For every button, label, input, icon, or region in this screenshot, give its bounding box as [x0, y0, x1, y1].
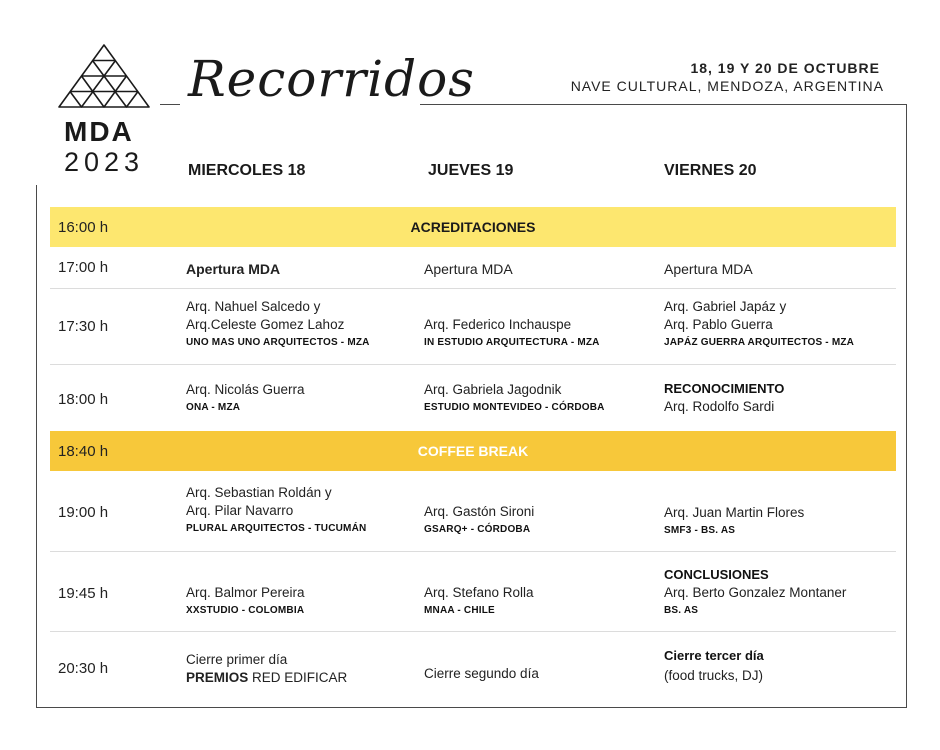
session-cell: Cierre segundo día: [424, 666, 539, 681]
logo-year: 2023: [64, 147, 145, 177]
time-label: 19:45 h: [58, 585, 109, 602]
time-label: 17:30 h: [58, 318, 109, 335]
acreditaciones-band: [50, 207, 896, 247]
band-label: ACREDITACIONES: [410, 219, 536, 235]
session-cell: Arq. Gabriela Jagodnik ESTUDIO MONTEVIDEO - CÓRDOBA: [424, 382, 605, 413]
session-cell: Cierre tercer día (food trucks, DJ): [664, 648, 764, 683]
row-divider: [50, 288, 896, 289]
time-label: 18:00 h: [58, 391, 109, 408]
band-label: COFFEE BREAK: [417, 443, 529, 459]
event-venue: NAVE CULTURAL, MENDOZA, ARGENTINA: [570, 78, 884, 94]
session-cell: Arq. Gastón Sironi GSARQ+ - CÓRDOBA: [424, 504, 535, 535]
page-title: Recorridos: [188, 50, 475, 108]
time-label: 16:00 h: [58, 218, 109, 236]
session-cell: Apertura MDA: [664, 261, 753, 277]
session-cell: Arq. Federico Inchauspe IN ESTUDIO ARQUITECTURA - MZA: [424, 317, 600, 348]
day-header-wednesday: MIERCOLES 18: [188, 162, 306, 179]
time-label: 19:00 h: [58, 504, 109, 521]
session-cell: Arq. Juan Martin Flores SMF3 - BS. AS: [664, 505, 805, 536]
logo-text: MDA: [64, 116, 134, 147]
session-cell: Arq. Sebastian Roldán y Arq. Pilar Navarro PLURAL ARQUITECTOS - TUCUMÁN: [186, 485, 367, 534]
session-cell: Apertura MDA: [186, 261, 281, 277]
row-divider: [50, 631, 896, 632]
session-cell: Apertura MDA: [424, 261, 513, 277]
session-cell: Arq. Stefano Rolla MNAA - CHILE: [424, 585, 534, 616]
session-cell: Cierre primer día PREMIOS RED EDIFICAR: [186, 652, 348, 685]
row-divider: [50, 364, 896, 365]
triangle-logo-icon: [56, 42, 152, 110]
time-label: 17:00 h: [58, 259, 109, 276]
time-label: 18:40 h: [58, 442, 109, 460]
row-divider: [50, 551, 896, 552]
session-cell: CONCLUSIONES Arq. Berto Gonzalez Montaner BS. AS: [664, 567, 847, 616]
session-cell: RECONOCIMIENTO Arq. Rodolfo Sardi: [664, 381, 785, 414]
session-cell: Arq. Nahuel Salcedo y Arq.Celeste Gomez Lahoz UNO MAS UNO ARQUITECTOS - MZA: [186, 299, 370, 348]
session-cell: Arq. Gabriel Japáz y Arq. Pablo Guerra JAPÁZ GUERRA ARQUITECTOS - MZA: [664, 299, 855, 348]
event-dates: 18, 19 Y 20 DE OCTUBRE: [690, 60, 880, 76]
day-header-thursday: JUEVES 19: [428, 162, 514, 179]
day-header-friday: VIERNES 20: [664, 162, 757, 179]
session-cell: Arq. Nicolás Guerra ONA - MZA: [186, 382, 305, 413]
session-cell: Arq. Balmor Pereira XXSTUDIO - COLOMBIA: [186, 585, 305, 616]
time-label: 20:30 h: [58, 660, 109, 677]
coffee-break-band: [50, 431, 896, 471]
